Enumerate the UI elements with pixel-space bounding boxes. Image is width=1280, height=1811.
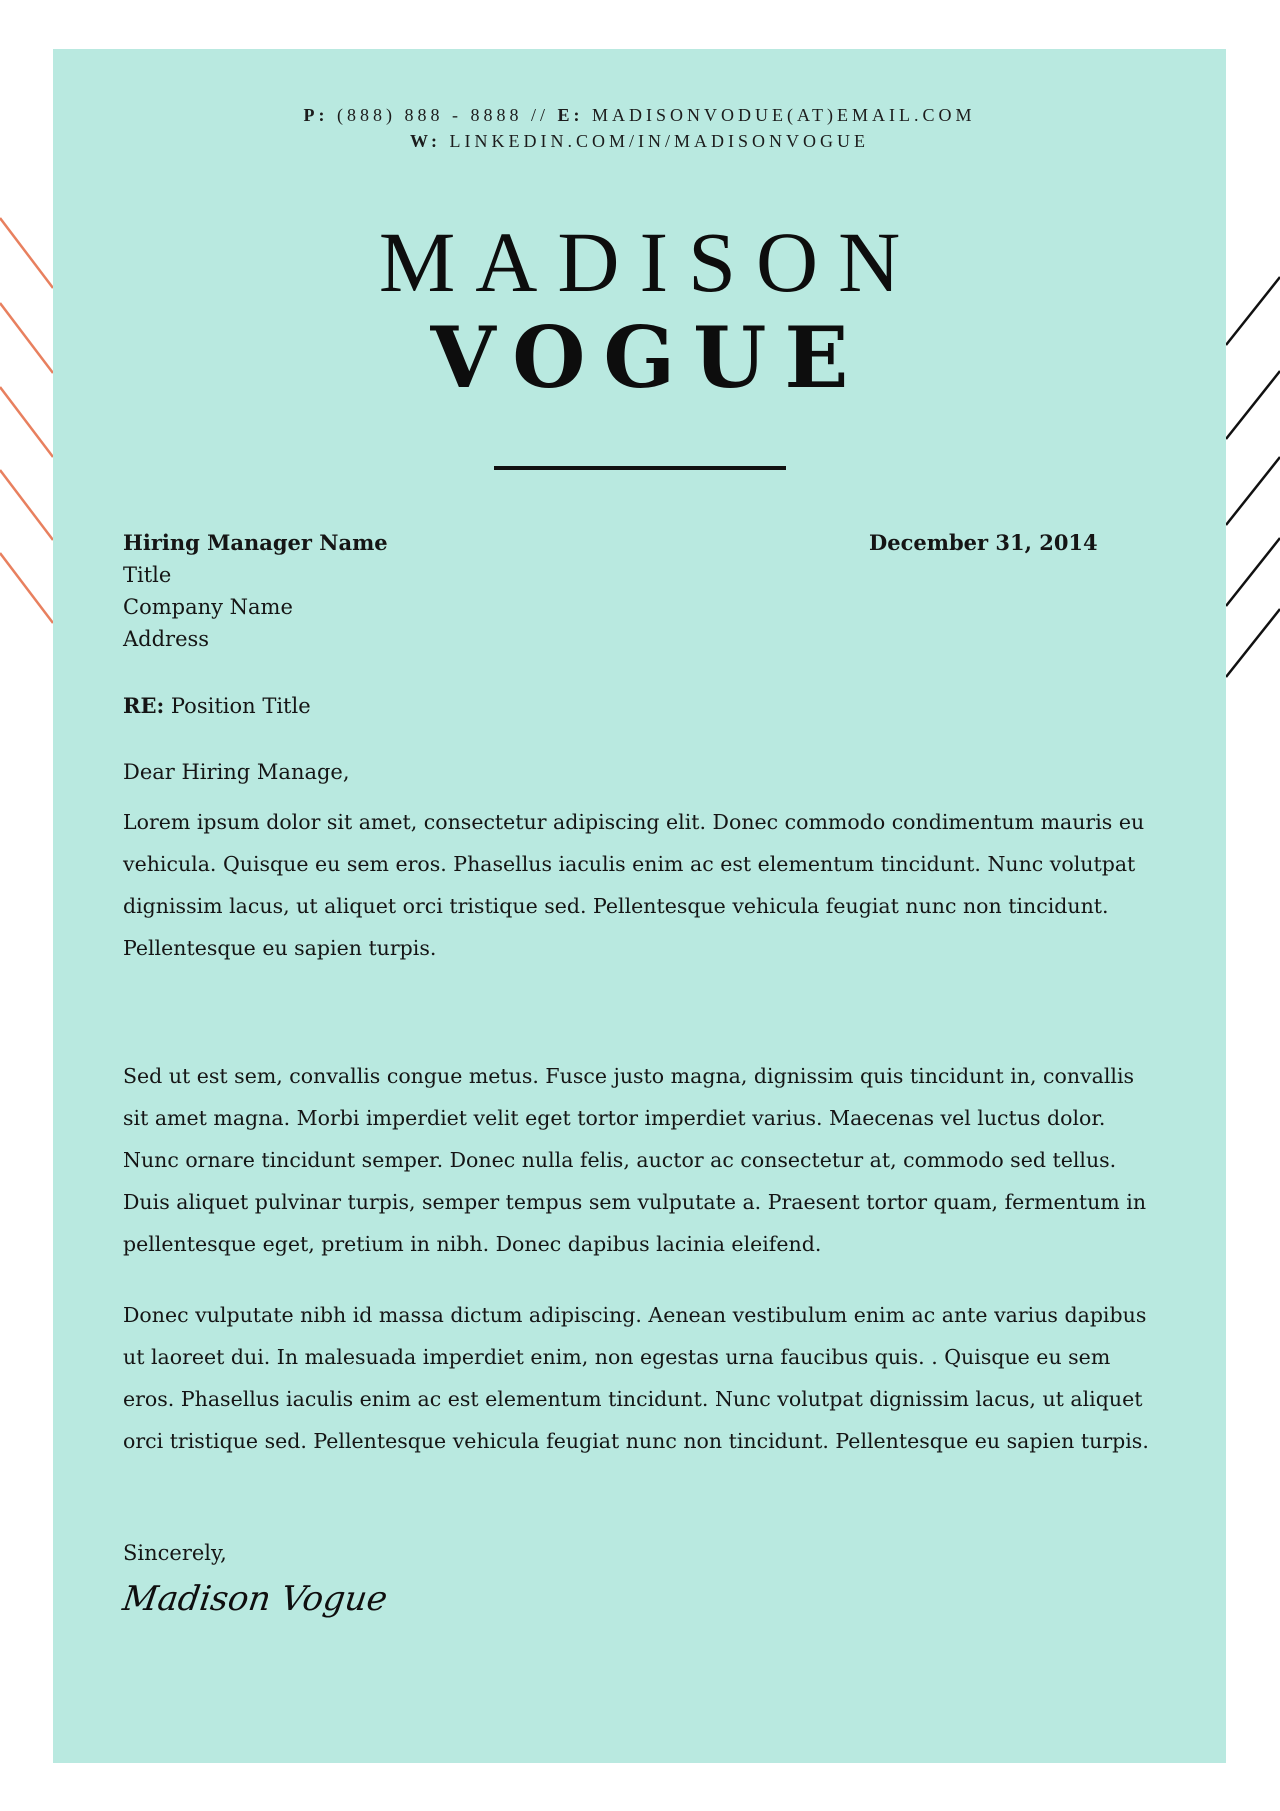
greeting: Dear Hiring Manage, bbox=[123, 760, 350, 784]
body-paragraph-1: Lorem ipsum dolor sit amet, consectetur adipiscing elit. Donec commodo condimentum mauris eu vehicula. Quisque eu sem eros. Phasellus iaculis enim ac est elementum tincidunt. Nunc volutpat dignissim lacus, ut aliquet orci tristique sed. Pellentesque vehicula feugiat nunc non tincidunt. Pellentesque eu sapien turpis. bbox=[123, 810, 1145, 960]
contact-line-phone-email bbox=[53, 105, 1226, 126]
closing: Sincerely, bbox=[123, 1541, 227, 1565]
re-value: Position Title bbox=[170, 694, 311, 718]
email-value: MADISONVODUE(AT)EMAIL.COM bbox=[592, 105, 976, 125]
letter-card bbox=[53, 49, 1226, 1763]
body-paragraph-2: Sed ut est sem, convallis congue metus. Fusce justo magna, dignissim quis tincidunt in, convallis sit amet magna. Morbi imperdiet velit eget tortor imperdiet varius. Maecenas vel luctus dolor. Nunc ornare tincidunt semper. Donec nulla felis, auctor ac consectetur at, commodo sed tellus. Duis aliquet pulvinar turpis, semper tempus sem vulputate a. Praesent tortor quam, fermentum in pellentesque eget, pretium in nibh. Donec dapibus lacinia eleifend. bbox=[123, 1064, 1147, 1256]
email-label: E: bbox=[557, 105, 584, 125]
signature: Madison Vogue bbox=[120, 1579, 390, 1619]
right-black-stripes bbox=[1226, 277, 1280, 677]
header-divider bbox=[494, 466, 786, 470]
recipient-name: Hiring Manager Name bbox=[123, 530, 388, 555]
body-paragraph-3: Donec vulputate nibh id massa dictum adipiscing. Aenean vestibulum enim ac ante varius dapibus ut laoreet dui. In malesuada imperdiet enim, non egestas urna faucibus quis. . Quisque eu sem eros. Phasellus iaculis enim ac est elementum tincidunt. Nunc volutpat dignissim lacus, ut aliquet orci tristique sed. Pellentesque vehicula feugiat nunc non tincidunt. Pellentesque eu sapien turpis. bbox=[123, 1303, 1149, 1453]
letter-date: December 31, 2014 bbox=[869, 530, 1098, 555]
left-orange-stripes bbox=[0, 218, 53, 623]
name-last: VOGUE bbox=[430, 308, 867, 407]
web-value: LINKEDIN.COM/IN/MADISONVOGUE bbox=[449, 131, 869, 151]
re-line bbox=[123, 690, 311, 722]
recipient-title: Title bbox=[123, 563, 172, 587]
phone-label: P: bbox=[303, 105, 329, 125]
re-label: RE: bbox=[123, 693, 165, 718]
recipient-company: Company Name bbox=[123, 595, 293, 619]
name-first: MADISON bbox=[378, 214, 921, 310]
recipient-address: Address bbox=[123, 627, 210, 651]
contact-line-web bbox=[53, 131, 1226, 152]
web-label: W: bbox=[410, 131, 442, 151]
recipient-block bbox=[123, 527, 388, 655]
phone-value: (888) 888 - 8888 // bbox=[337, 105, 549, 125]
